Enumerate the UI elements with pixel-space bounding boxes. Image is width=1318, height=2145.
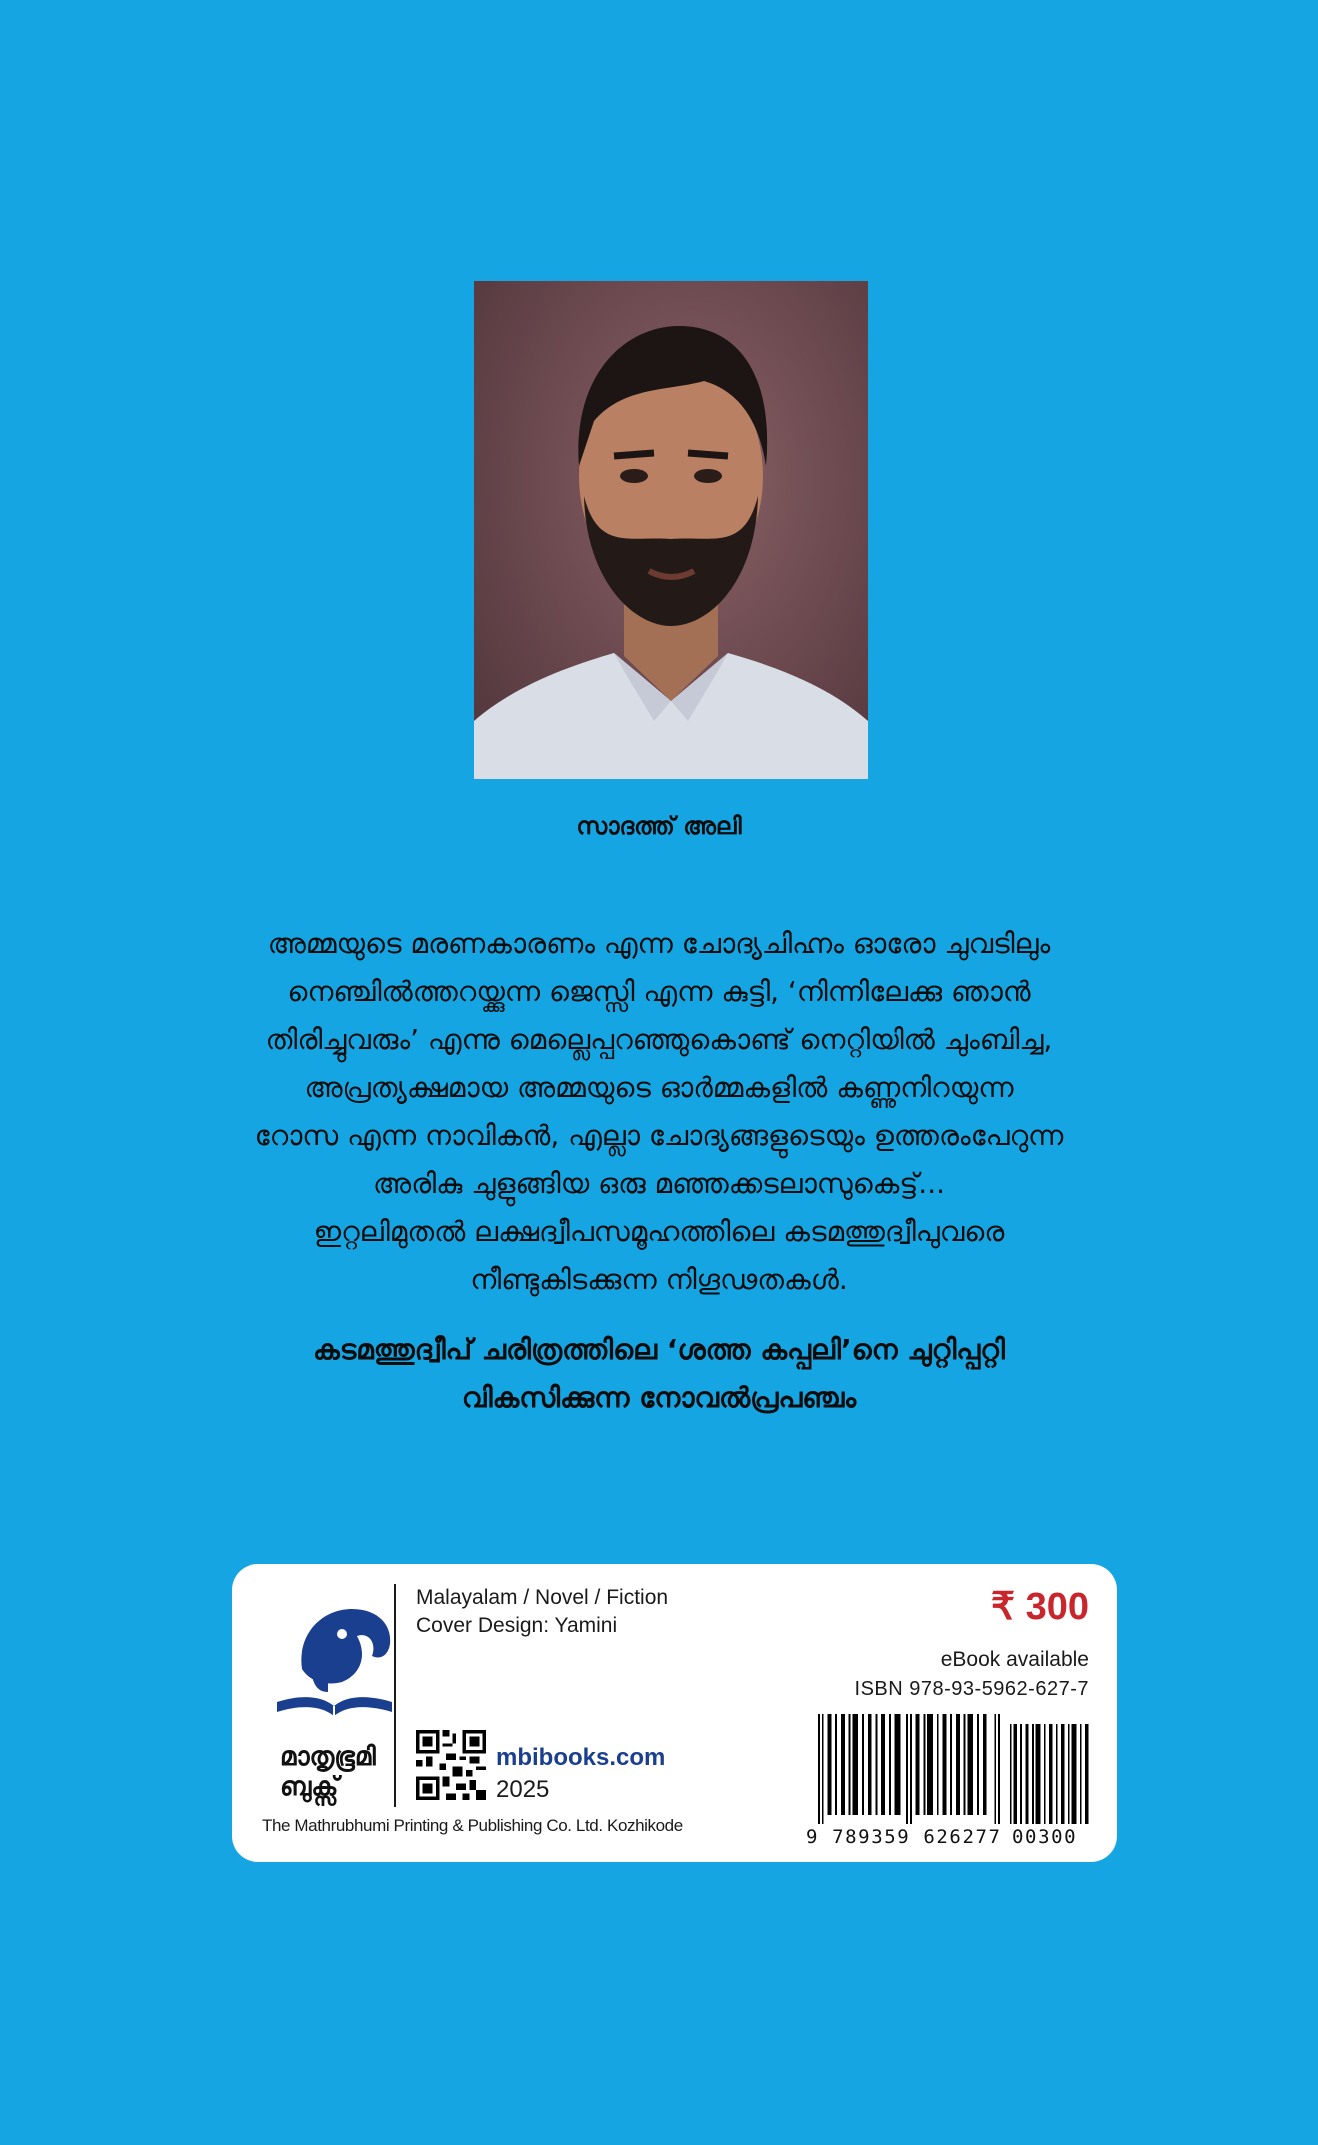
blurb-line: തിരിച്ചുവരും’ എന്നു മെല്ലെപ്പറഞ്ഞുകൊണ്ട് നെറ്റിയിൽ ചുംബിച്ച, — [265, 1023, 1053, 1056]
ebook-note: eBook available — [940, 1648, 1089, 1671]
barcode-number: 9 789359 626277 — [806, 1826, 1002, 1848]
blurb-line: അരികു ചുളുങ്ങിയ ഒരു മഞ്ഞക്കടലാസുകെട്ട്... — [373, 1167, 945, 1200]
publisher-name: The Mathrubhumi Printing & Publishing Co. Ltd. Kozhikode — [262, 1816, 683, 1835]
blurb-line: അപ്രത്യക്ഷമായ അമ്മയുടെ ഓർമ്മകളിൽ കണ്ണുനിറയുന്ന — [304, 1071, 1014, 1104]
blurb-line: ഇറ്റലിമുതൽ ലക്ഷദ്വീപസമൂഹത്തിലെ കടമത്തുദ്വീപുവരെ — [313, 1215, 1005, 1248]
author-photo — [474, 281, 868, 779]
price: ₹ 300 — [990, 1586, 1089, 1628]
blurb-line: നെഞ്ചിൽത്തറയ്ക്കുന്ന ജെസ്സി എന്ന കുട്ടി, ‘നിന്നിലേക്കു ഞാൻ — [287, 975, 1031, 1008]
addon-number: 00300 — [1012, 1826, 1078, 1848]
book-details — [416, 1584, 668, 1640]
blurb-line: റോസ എന്ന നാവികൻ, എല്ലാ ചോദ്യങ്ങളുടെയും ഉത്തരംപേറുന്ന — [254, 1119, 1064, 1152]
elephant-book-logo-icon — [272, 1594, 397, 1724]
blurb-text — [180, 920, 1138, 1304]
qr-code-icon — [416, 1730, 486, 1800]
genre-text: Malayalam / Novel / Fiction — [416, 1586, 669, 1609]
author-name: സാദത്ത് അലി — [576, 812, 742, 840]
isbn: ISBN 978-93-5962-627-7 — [854, 1678, 1089, 1700]
logo-text: മാതൃഭൂമി ബുക്സ് — [280, 1742, 376, 1802]
website-link[interactable]: mbibooks.com — [496, 1744, 666, 1771]
tagline-line: വികസിക്കുന്ന നോവൽപ്രപഞ്ചം — [461, 1381, 857, 1414]
blurb-line: നീണ്ടുകിടക്കുന്ന നിഗൂഢതകൾ. — [470, 1263, 848, 1296]
cover-design-text: Cover Design: Yamini — [416, 1614, 618, 1637]
barcode-icon — [818, 1714, 1000, 1824]
publication-year: 2025 — [496, 1776, 550, 1803]
addon-barcode-icon — [1010, 1724, 1090, 1824]
tagline — [180, 1326, 1138, 1422]
publisher-card — [232, 1564, 1117, 1862]
divider — [394, 1584, 396, 1807]
tagline-line: കടമത്തുദ്വീപ് ചരിത്രത്തിലെ ‘ശത്ത കപ്പലി’നെ ചുറ്റിപ്പറ്റി — [313, 1333, 1005, 1366]
blurb-line: അമ്മയുടെ മരണകാരണം എന്ന ചോദ്യചിഹ്നം ഓരോ ചുവടിലും — [267, 927, 1051, 960]
